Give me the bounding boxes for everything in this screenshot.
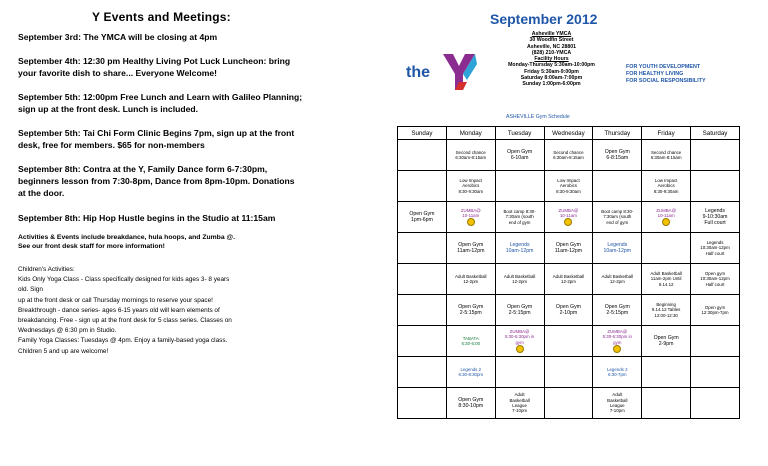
calendar-column (392, 0, 768, 466)
schedule-row (398, 388, 740, 419)
schedule-entry-line: 7-10pm (512, 408, 528, 414)
schedule-entry (457, 242, 484, 254)
schedule-cell (642, 202, 691, 233)
schedule-entry (651, 150, 682, 161)
schedule-entry-line: Open Gym (507, 303, 533, 310)
logo-the-text: the (406, 64, 430, 81)
event-line: sign up at the front desk. Lunch is included. (18, 104, 199, 114)
schedule-entry-line: 2-5:15pm (508, 310, 531, 316)
schedule-entry-line: end of gym (606, 219, 629, 225)
schedule-entry-line: Legends (706, 239, 724, 245)
schedule-entry (603, 242, 631, 254)
schedule-entry-line: Half court (705, 250, 725, 256)
event-item (18, 127, 388, 151)
event-line: your favorite dish to share... Everyone Welcome! (18, 68, 217, 78)
schedule-cell (593, 357, 642, 388)
event-line: September 5th: 12:00pm Free Lunch and Learn with Galileo Planning; (18, 92, 303, 102)
schedule-entry-line: Second chance (553, 149, 584, 155)
schedule-cell (593, 233, 642, 264)
schedule-entry (504, 274, 536, 285)
schedule-cell (691, 388, 740, 419)
schedule-entry-line: 1pm-6pm (410, 217, 433, 223)
schedule-entry (504, 209, 536, 225)
event-item (18, 212, 388, 224)
schedule-entry (650, 271, 682, 287)
schedule-entry (652, 302, 680, 318)
day-header: Wednesday (544, 127, 593, 140)
schedule-entry-line: 10am-12pm (603, 248, 632, 254)
schedule-entry (458, 304, 483, 316)
schedule-cell (691, 357, 740, 388)
schedule-row (398, 295, 740, 326)
day-header: Tuesday (495, 127, 544, 140)
schedule-cell (691, 171, 740, 202)
childrens-line: Children 5 and up are welcome! (18, 347, 109, 355)
schedule-entry (701, 305, 728, 316)
schedule-entry-line: Aerobics (657, 183, 675, 189)
schedule-entry-line: 7:30am (south (603, 214, 632, 220)
event-item (18, 31, 388, 43)
schedule-entry-line: 10:30am-12pm (700, 245, 730, 251)
schedule-entry-line: end of gym (508, 219, 531, 225)
schedule-entry-line: 2-5:15pm (606, 310, 629, 316)
schedule-cell (642, 140, 691, 171)
schedule-entry-line: Open Gym (409, 210, 435, 217)
schedule-row (398, 233, 740, 264)
event-line: September 5th: Tai Chi Form Clinic Begins 7pm, sign up at the front (18, 128, 295, 138)
childrens-line: Kids Only Yoga Class - Class specifically designed for kids ages 3- 8 years (18, 276, 230, 284)
schedule-cell (446, 264, 495, 295)
schedule-entry-line: Legends (509, 241, 530, 248)
schedule-cell (642, 295, 691, 326)
schedule-entry-line: Basketball (607, 397, 628, 403)
schedule-entry-line: Adult Basketball (552, 273, 585, 279)
schedule-entry-line: 7-10pm (609, 408, 625, 414)
schedule-entry-line: gym (613, 339, 622, 345)
schedule-cell (398, 233, 447, 264)
schedule-entry-line: 11am-12pm (457, 248, 485, 254)
schedule-entry-line: 2-9pm (658, 341, 674, 347)
schedule-cell (642, 171, 691, 202)
schedule-entry-line: Low Impact (459, 177, 482, 183)
schedule-entry-line: 5:30-6:30pm in (602, 334, 632, 340)
activities-line: See our front desk staff for more information! (18, 243, 165, 250)
schedule-entry-line: 10-11am (657, 213, 675, 218)
schedule-entry-line: Second chance (455, 149, 486, 155)
schedule-entry-line: Second chance (650, 149, 682, 155)
schedule-cell (544, 295, 593, 326)
schedule-cell (544, 171, 593, 202)
schedule-cell (642, 326, 691, 357)
event-item (18, 163, 388, 199)
event-line: September 4th: 12:30 pm Healthy Living Pot Luck Luncheon: bring (18, 56, 291, 66)
schedule-entry-line: 9.14.12 Tables (651, 307, 681, 313)
schedule-cell (495, 295, 544, 326)
schedule-entry-line: Beginning (656, 301, 676, 307)
gym-schedule-title: ASHEVILLE Gym Schedule (506, 114, 570, 120)
childrens-line: Children's Activities: (18, 266, 75, 273)
schedule-entry-line: ZUMBA@ (460, 207, 481, 213)
schedule-cell (544, 264, 593, 295)
schedule-cell (544, 388, 593, 419)
schedule-entry (605, 304, 630, 316)
schedule-row (398, 202, 740, 233)
schedule-cell (593, 202, 642, 233)
schedule-entry (605, 149, 630, 161)
day-header: Saturday (691, 127, 740, 140)
schedule-entry-line: 6:30am-8:15am (553, 155, 584, 160)
schedule-cell (446, 357, 495, 388)
schedule-entry-line: Adult (514, 392, 525, 398)
schedule-entry-line: Adult Basketball (455, 273, 487, 279)
schedule-entry-line: 6-8:15am (606, 155, 629, 161)
facility-info-line: Friday 5:30am-9:00pm (524, 68, 579, 75)
schedule-entry-line: 12-2pm (609, 279, 625, 284)
schedule-entry-line: Aerobics (462, 183, 480, 189)
schedule-entry-line: Boot camp 8:30- (601, 208, 634, 214)
schedule-entry-line: ZUMBA@ (656, 207, 677, 213)
childrens-line: old. Sign (18, 286, 43, 294)
event-line: beginners lesson from 7:30-8pm, Dance from 8pm-10pm. Donations (18, 176, 295, 186)
schedule-cell (593, 295, 642, 326)
schedule-cell (446, 326, 495, 357)
schedule-cell (593, 140, 642, 171)
facility-info-line: Saturday 8:00am-7:00pm (520, 75, 583, 82)
schedule-entry (409, 211, 434, 223)
schedule-cell (446, 388, 495, 419)
schedule-entry (654, 335, 679, 347)
schedule-entry-line: 12-2pm (463, 279, 479, 284)
schedule-entry-line: ZUMBA@ (607, 328, 628, 334)
facility-info-line: (828) 210-YMCA (531, 49, 572, 56)
schedule-entry (458, 367, 483, 378)
schedule-entry-line: Open Gym (604, 148, 630, 155)
schedule-entry (507, 304, 532, 316)
schedule-cell (691, 202, 740, 233)
ymca-y-icon (439, 52, 479, 92)
schedule-entry (602, 274, 634, 285)
childrens-line: Wednesdays @ 6:30 pm in Studio. (18, 327, 117, 335)
schedule-cell (691, 140, 740, 171)
schedule-entry-line: 6-10am (510, 155, 529, 161)
schedule-entry-line: Legends (705, 207, 725, 214)
facility-info-line: Monday-Thursday 5:30am-10:00pm (508, 62, 595, 69)
schedule-cell (446, 171, 495, 202)
facility-info-line: Sunday 1:00pm-6:00pm (522, 81, 581, 88)
event-line: desk, free for members. $65 for non-members (18, 140, 205, 150)
schedule-entry (461, 336, 480, 347)
schedule-entry-line: Open Gym (555, 303, 581, 310)
schedule-cell (642, 357, 691, 388)
schedule-entry (555, 242, 582, 254)
schedule-entry-line: 9.14.12 (658, 281, 674, 287)
schedule-cell (544, 140, 593, 171)
schedule-entry-line: 12-2pm (561, 279, 576, 284)
schedule-entry-line: 6:30am-8:15am (455, 155, 487, 160)
schedule-entry-line: 6:30am-8:15am (650, 155, 682, 160)
schedule-cell (691, 295, 740, 326)
schedule-entry (700, 240, 730, 256)
schedule-entry-line: Adult (612, 392, 623, 398)
schedule-cell (691, 326, 740, 357)
schedule-entry (507, 149, 532, 161)
schedule-cell (398, 140, 447, 171)
day-header: Friday (642, 127, 691, 140)
schedule-entry-line: Open Gym (458, 396, 484, 403)
schedule-cell (398, 171, 447, 202)
schedule-cell (544, 233, 593, 264)
activities-line: Activities & Events include breakdance, hula hoops, and Zumba @. (18, 234, 236, 241)
event-line: September 8th: Hip Hop Hustle begins in the Studio at 11:15am (18, 213, 276, 223)
schedule-entry-line: 10:30am-12pm (700, 276, 730, 282)
schedule-cell (691, 264, 740, 295)
smiley-icon (564, 218, 572, 226)
schedule-entry-line: Low Impact (654, 177, 678, 183)
schedule-entry-line: Open Gym (555, 241, 581, 248)
schedule-cell (398, 326, 447, 357)
tagline-line: FOR SOCIAL RESPONSIBILITY (626, 78, 706, 84)
smiley-icon (662, 218, 670, 226)
schedule-entry-line: Half court (705, 281, 725, 287)
facility-info-line: Asheville YMCA (531, 31, 572, 37)
childrens-line: Family Yoga Classes: Tuesdays @ 4pm. Enjoy a family-based yoga class. (18, 337, 228, 345)
schedule-entry (656, 208, 676, 227)
events-heading: Y Events and Meetings: (92, 10, 231, 24)
event-line: at the door. (18, 188, 65, 198)
schedule-cell (544, 357, 593, 388)
facility-info-line: Asheville, NC 28801 (526, 43, 577, 50)
schedule-entry-line: 12:30pm-7pm (701, 310, 729, 315)
schedule-entry-line: 6:30-7pm (608, 372, 627, 377)
schedule-entry-line: League (609, 403, 625, 408)
schedule-cell (495, 233, 544, 264)
schedule-entry (703, 208, 728, 227)
schedule-entry-line: Adult Basketball (601, 273, 634, 279)
schedule-entry-line: League (512, 403, 527, 408)
schedule-entry (509, 392, 529, 414)
tagline-line: FOR YOUTH DEVELOPMENT (626, 64, 701, 70)
schedule-cell (593, 388, 642, 419)
schedule-entry (603, 329, 632, 353)
facility-info-line: Facility Hours (534, 56, 569, 63)
schedule-entry-line: 8:30-10pm (458, 403, 484, 409)
smiley-icon (613, 345, 621, 353)
schedule-cell (398, 388, 447, 419)
schedule-entry-line: ZUMBA@ (509, 328, 530, 334)
schedule-entry-line: TABATA (462, 335, 479, 341)
schedule-cell (446, 233, 495, 264)
schedule-cell (495, 388, 544, 419)
schedule-row (398, 140, 740, 171)
schedule-entry-line: Open Gym (507, 148, 533, 155)
event-item (18, 91, 388, 115)
schedule-cell (495, 171, 544, 202)
month-title: September 2012 (490, 11, 598, 27)
day-header: Sunday (398, 127, 447, 140)
schedule-entry-line: 10-11am (462, 213, 480, 218)
schedule-entry-line: 11am-12pm (554, 248, 583, 254)
schedule-entry-line: Aerobics (559, 183, 577, 189)
event-item (18, 55, 388, 79)
schedule-entry-line: 2-10pm (559, 310, 578, 316)
schedule-row (398, 264, 740, 295)
smiley-icon (516, 345, 524, 353)
schedule-entry-line: 12-2pm (512, 279, 528, 284)
schedule-entry (556, 304, 581, 316)
schedule-entry-line: 9-10:30am (702, 213, 728, 220)
event-line: September 3rd: The YMCA will be closing at 4pm (18, 32, 218, 42)
schedule-row (398, 171, 740, 202)
schedule-cell (446, 202, 495, 233)
day-header: Monday (446, 127, 495, 140)
ymca-logo (406, 52, 476, 94)
schedule-entry-line: 8:30-9:30am (458, 188, 484, 194)
schedule-entry (607, 367, 628, 378)
schedule-cell (593, 264, 642, 295)
schedule-entry-line: 12:00-12:30 (654, 312, 678, 318)
facility-info-line: 30 Woodfin Street (529, 37, 574, 44)
gym-schedule-table (397, 126, 740, 419)
schedule-entry (559, 208, 579, 227)
schedule-entry (458, 178, 483, 194)
schedule-entry-line: Basketball (509, 397, 530, 403)
schedule-entry-line: 8:30-9:30am (653, 188, 679, 194)
schedule-cell (642, 388, 691, 419)
schedule-entry-line: Boot camp 8:30- (503, 208, 536, 214)
schedule-entry-line: Open Gym (458, 241, 484, 248)
schedule-cell (398, 264, 447, 295)
childrens-line: breakdancing. Free - sign up at the front desk for 5 class series. Classes on (18, 317, 232, 324)
schedule-cell (544, 202, 593, 233)
schedule-cell (495, 202, 544, 233)
schedule-entry-line: Low Impact (557, 177, 580, 183)
schedule-entry-line: Open Gym (653, 334, 679, 341)
schedule-cell (495, 326, 544, 357)
schedule-cell (593, 326, 642, 357)
schedule-entry-line: 11am-2pm Until (650, 276, 682, 282)
schedule-row (398, 357, 740, 388)
facility-info (494, 31, 609, 88)
schedule-entry-line: gym (515, 339, 524, 345)
schedule-cell (593, 171, 642, 202)
schedule-cell (495, 357, 544, 388)
schedule-cell (398, 202, 447, 233)
schedule-entry-line: Adult Basketball (650, 270, 682, 276)
schedule-entry-line: 8:30-9:30am (556, 188, 581, 194)
childrens-line: Breakthrough - dance series- ages 6-15 years old will learn elements of (18, 306, 220, 314)
tagline (626, 64, 706, 85)
schedule-entry (700, 271, 730, 287)
schedule-entry-line: Full court (704, 220, 726, 227)
schedule-entry (461, 208, 481, 227)
schedule-entry (553, 274, 585, 285)
schedule-cell (495, 140, 544, 171)
schedule-row (398, 326, 740, 357)
schedule-entry-line: Legends 2 (607, 366, 628, 372)
schedule-entry (654, 178, 679, 194)
schedule-cell (642, 264, 691, 295)
childrens-line: up at the front desk or call Thursday mornings to reserve your space! (18, 296, 213, 304)
schedule-cell (398, 357, 447, 388)
schedule-entry-line: Legends (607, 241, 628, 248)
schedule-entry (455, 150, 486, 161)
schedule-entry-line: Open Gym (604, 303, 630, 310)
schedule-entry-line: 10-11am (559, 213, 577, 218)
schedule-entry (455, 274, 487, 285)
schedule-entry-line: 10am-12pm (505, 248, 534, 254)
schedule-cell (398, 295, 447, 326)
schedule-entry-line: 6:30-8:30pm (458, 372, 484, 377)
schedule-entry-line: Open gym (704, 304, 726, 310)
schedule-entry (458, 397, 483, 409)
schedule-entry (601, 209, 633, 225)
schedule-entry (607, 392, 627, 414)
schedule-entry (553, 150, 584, 161)
schedule-cell (691, 233, 740, 264)
smiley-icon (467, 218, 475, 226)
schedule-entry-line: Open gym (704, 270, 726, 276)
schedule-cell (446, 295, 495, 326)
schedule-cell (642, 233, 691, 264)
schedule-entry-line: 2-5:15pm (459, 310, 482, 316)
schedule-entry (506, 242, 534, 254)
schedule-entry-line: ZUMBA@ (558, 207, 579, 213)
schedule-entry-line: 7:30am (south (505, 214, 534, 220)
schedule-entry-line: Adult Basketball (503, 273, 536, 279)
event-line: September 8th: Contra at the Y, Family Dance form 6-7:30pm, (18, 164, 268, 174)
schedule-cell (495, 264, 544, 295)
schedule-entry-line: 5:30-6:30pm in (504, 334, 535, 340)
schedule-cell (446, 140, 495, 171)
day-header: Thursday (593, 127, 642, 140)
schedule-entry-line: 6:30-6:00 (461, 341, 481, 346)
schedule-cell (544, 326, 593, 357)
day-header-row (398, 127, 740, 140)
schedule-entry (556, 178, 581, 194)
tagline-line: FOR HEALTHY LIVING (626, 71, 684, 77)
schedule-entry-line: Open Gym (458, 303, 484, 310)
schedule-entry-line: Legends 2 (460, 366, 482, 372)
schedule-entry (505, 329, 534, 353)
